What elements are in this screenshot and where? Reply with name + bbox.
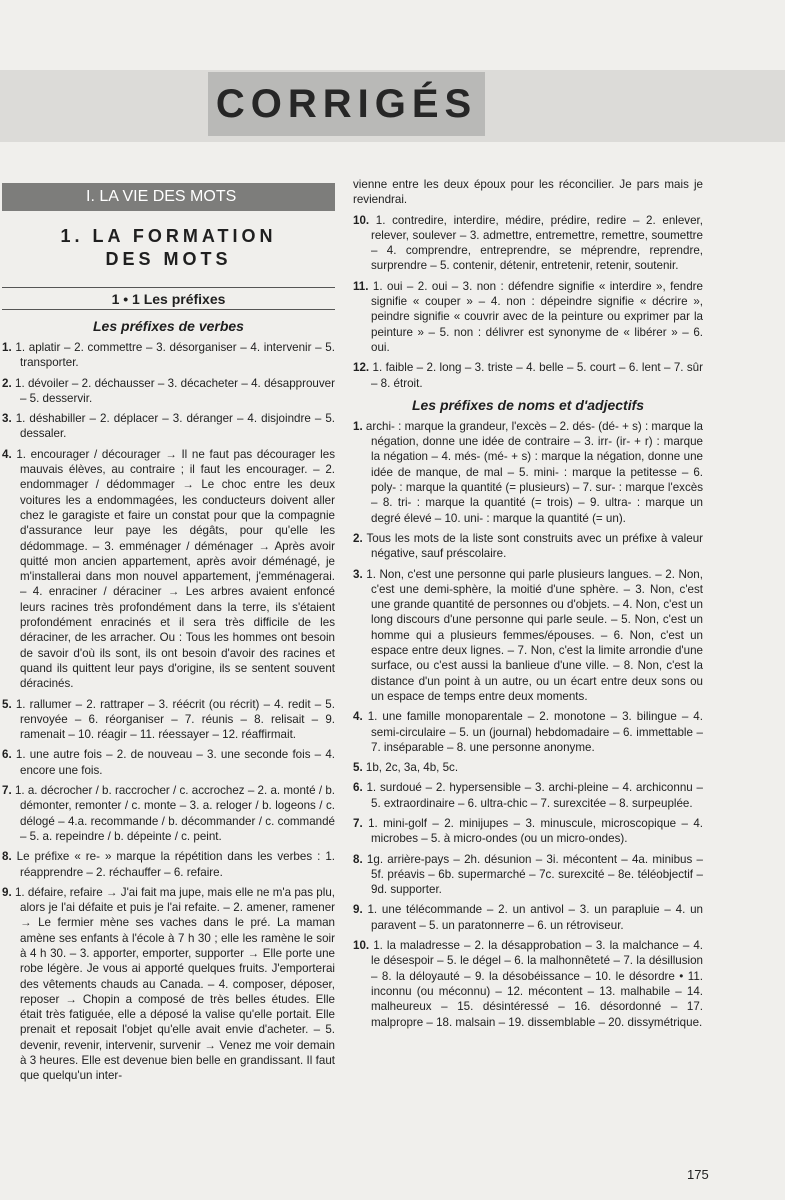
exercise-entry: 3. 1. Non, c'est une personne qui parle plusieurs langues. – 2. Non, c'est une demi-sphère, la moitié d'une sphère. – 3. Non, c'est une grande quantité de personnes ou d'objets. – 4. Non, c'est un long discours d'une personne qui parle seule. – 5. Non, c'est un homme qui a plusieurs femmes/épouses. – 6. Non, c'est un espace entre deux lignes. – 7. Non, c'est la limite arrondie d'une surface, ou c'est aussi la banlieue d'une ville. – 8. Non, c'est la distance d'un point à un autre, ou un écart entre deux sons ou un espace de temps entre deux moments. [353,567,703,703]
exercise-entry: 4. 1. encourager / décourager → Il ne faut pas décourager les mauvais élèves, au contraire ; il faut les encourager. – 2. endommager / dédommager → Le choc entre les deux voitures les a endommagées, les conducteurs doivent aller chez le garagiste et faire un constat pour que la compagnie d'assurance leur paye les dégâts, pour qu'elle les dédommage. – 3. emménager / déménager → Après avoir quitté mon ancien appartement, après avoir déménagé, je m'installerai dans mon nouvel appartement, j'emménagerai. – 4. enraciner / déraciner → Les arbres avaient enfoncé leurs racines très profondément dans la terre, ils s'étaient profondément enracinés et il sera très difficile de les déraciner, de les arracher. Ou : Tous les hommes ont besoin de savoir d'où ils sont, ils ont besoin d'avoir des racines et quand ils quittent leur pays d'origine, ils se sentent souvent déracinés. [2,447,335,691]
page-title: CORRIGÉS [215,82,478,126]
section-heading: Les préfixes de verbes [93,318,244,334]
chapter-title [2,225,335,271]
exercise-entry: 2. 1. dévoiler – 2. déchausser – 3. décacheter – 4. désapprouver – 5. desservir. [2,376,335,405]
exercise-entry: 6. 1. surdoué – 2. hypersensible – 3. archi-pleine – 4. archiconnu – 5. extraordinaire – 6. ultra-chic – 7. surexcitée – 8. surpeuplée. [353,781,703,810]
exercise-entry: 12. 1. faible – 2. long – 3. triste – 4. belle – 5. court – 6. lent – 7. sûr – 8. étroit. [353,361,703,390]
exercise-entry: 8. Le préfixe « re- » marque la répétition dans les verbes : 1. réapprendre – 2. réchauffer – 6. refaire. [2,850,335,879]
section-heading: Les préfixes de noms et d'adjectifs [411,396,645,413]
exercise-entry: 10. 1. contredire, interdire, médire, prédire, redire – 2. enlever, relever, soulever – 3. admettre, entremettre, remettre, soumettre – 4. comprendre, entreprendre, se méprendre, reprendre, surprendre – 5. contenir, détenir, entretenir, retenir, soutenir. [353,213,703,273]
page-number: 175 [687,1167,709,1182]
chapter-title-line2: DES MOTS [105,249,232,269]
exercise-entry: 7. 1. mini-golf – 2. minijupes – 3. minuscule, microscopique – 4. microbes – 5. à micro-ondes (ou un micro-ondes). [353,816,703,846]
left-column [2,183,335,1089]
exercise-entry: 1. 1. aplatir – 2. commettre – 3. désorganiser – 4. intervenir – 5. transporter. [2,341,335,370]
rule-bottom [2,309,335,310]
exercise-entry: 8. 1g. arrière-pays – 2h. désunion – 3i. mécontent – 4a. minibus – 5f. préavis – 6b. supermarché – 7c. surexcité – 8e. téléobjectif – 9d. supporter. [353,852,703,897]
exercise-entry: 7. 1. a. décrocher / b. raccrocher / c. accrochez – 2. a. monté / b. démonter, remonter / c. monte – 3. a. reloger / b. logeons / c. délogé – 4.a. recommande / b. décommander / c. commandé – 5. a. repeindre / b. dépeinte / c. peint. [2,784,335,843]
exercise-entry: 1. archi- : marque la grandeur, l'excès – 2. dés- (dé- + s) : marque la négation, donne une idée de contraire – 3. irr- (ir- + r) : marque la négation – 4. més- (mé- + s) : marque la négation, donne une idée de manque, de mal – 5. mini- : marque la petitesse – 6. poly- : marque la quantité (= plusieurs) – 7. sur- : marque l'excès – 8. tri- : marque la quantité (= trois) – 9. ultra- : marque un degré élevé – 10. uni- : marque la quantité (= un). [353,419,703,525]
continued-text: vienne entre les deux époux pour les réconcilier. Je pars mais je reviendrai. [353,178,703,207]
exercise-entry: 9. 1. défaire, refaire → J'ai fait ma jupe, mais elle ne m'a pas plu, alors je l'ai défaite et puis je l'ai refaite. – 2. amener, ramener → Le fermier mène ses vaches dans le pré. La maman amène ses enfants à l'école à 7 h 30 ; elle les ramène le soir à 4 h 30. – 3. apporter, emporter, supporter → Elle porte une robe légère. Je vous ai apporté quelques fruits. J'emporterai des vêtements chauds au Canada. – 4. composer, déposer, reposer → Chopin a composé de très belles études. Elle était très fatiguée, elle a déposé la valise qu'elle portait. Elle prenait et reposait l'objet qu'elle avait envie d'acheter. – 5. devenir, revenir, intervenir, survenir → Venez me voir demain à 3 heures. Elle est devenue bien belle en grandissant. Il faut que quelqu'un inter- [2,885,335,1083]
exercise-entry: 4. 1. une famille monoparentale – 2. monotone – 3. bilingue – 4. semi-circulaire – 5. un (journal) hebdomadaire – 6. immettable – 7. inséparable – 8. une personne anonyme. [353,710,703,754]
exercise-entry: 5. 1b, 2c, 3a, 4b, 5c. [353,761,459,775]
exercise-entry: 10. 1. la maladresse – 2. la désapprobation – 3. la malchance – 4. le désespoir – 5. le dégel – 6. la malhonnêteté – 7. la désillusion – 8. la déloyauté – 9. la désobéissance – 10. le désordre • 11. inconnu (ou méconnu) – 12. mécontent – 13. malhabile – 14. malheureux – 15. désintéressé – 16. désordonné – 17. malpropre – 18. malsain – 19. dissemblable – 20. dissymétrique. [353,939,703,1029]
chapter-title-line1: 1. LA FORMATION [60,226,277,246]
subsection-title: 1 • 1 Les préfixes [111,291,226,307]
exercise-entry: 9. 1. une télécommande – 2. un antivol – 3. un parapluie – 4. un paravent – 5. un paratonnerre – 6. un rétroviseur. [353,903,703,932]
section-bar: I. LA VIE DES MOTS [2,183,335,211]
right-column [353,177,703,1035]
exercise-entry: 5. 1. rallumer – 2. rattraper – 3. réécrit (ou récrit) – 4. redit – 5. renvoyée – 6. réorganiser – 7. réunis – 8. relisait – 9. ramenait – 10. réagir – 11. réessayer – 12. réaffirmait. [2,697,335,742]
exercise-entry: 11. 1. oui – 2. oui – 3. non : défendre signifie « interdire », fendre signifie « couper » – 4. non : dépeindre signifie « décrire », peindre signifie « couvrir avec de la peinture ou exprimer par la peinture » – 5. non : délivrer est synonyme de « libérer » – 6. oui. [353,279,703,354]
exercise-entry: 6. 1. une autre fois – 2. de nouveau – 3. une seconde fois – 4. encore une fois. [2,748,335,777]
exercise-entry: 2. Tous les mots de la liste sont construits avec un préfixe à valeur négative, sauf préscolaire. [353,531,703,561]
exercise-entry: 3. 1. déshabiller – 2. déplacer – 3. déranger – 4. disjoindre – 5. dessaler. [2,412,335,441]
